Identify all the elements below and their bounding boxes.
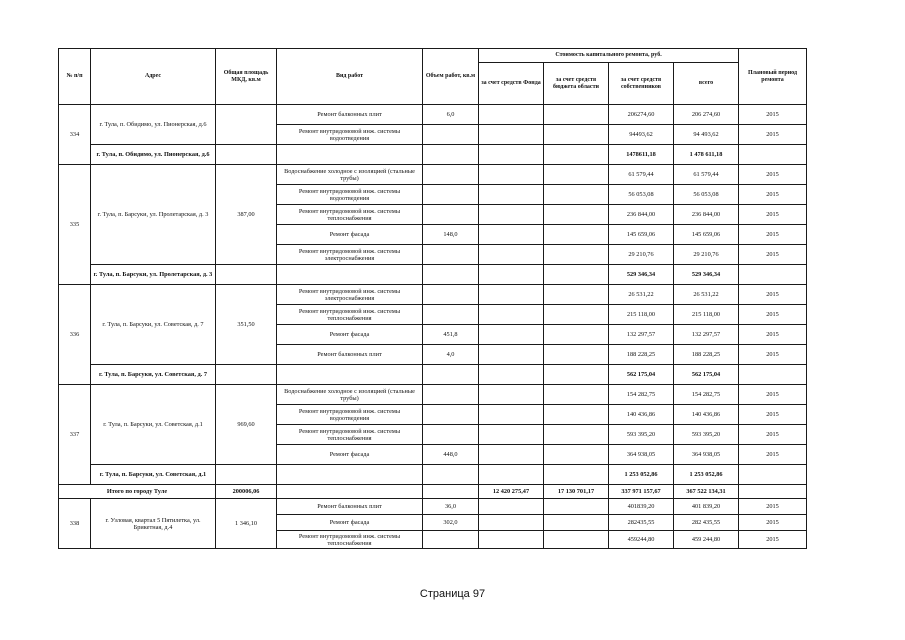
repair-period: 2015 [739,499,807,515]
work-type: Ремонт внутридомовой инж. системы теплоснабжения [277,425,423,445]
subtotal-work [277,265,423,285]
repair-period: 2015 [739,185,807,205]
work-type: Ремонт внутридомовой инж. системы теплоснабжения [277,305,423,325]
repair-period: 2015 [739,425,807,445]
cost-fund [479,445,544,465]
city-total-fund: 12 420 275,47 [479,485,544,499]
cost-fund [479,385,544,405]
city-total-row [59,485,807,499]
header-total: всего [674,63,739,105]
cost-budget [544,125,609,145]
subtotal-period [739,465,807,485]
repair-period: 2015 [739,285,807,305]
work-volume: 4,0 [423,345,479,365]
work-volume: 451,8 [423,325,479,345]
repair-period: 2015 [739,405,807,425]
city-total-budget: 17 130 701,17 [544,485,609,499]
work-volume: 6,0 [423,105,479,125]
cost-budget [544,385,609,405]
city-total-area: 200006,06 [216,485,277,499]
cost-owners: 132 297,57 [609,325,674,345]
repair-period: 2015 [739,305,807,325]
work-volume: 302,0 [423,515,479,531]
table-row [59,285,807,305]
repair-period: 2015 [739,125,807,145]
cost-total: 61 579,44 [674,165,739,185]
cost-fund [479,515,544,531]
work-volume [423,165,479,185]
row-address: г. Узловая, квартал 5 Пятилетка, ул. Брикетная, д.4 [91,499,216,549]
cost-fund [479,225,544,245]
cost-total: 154 282,75 [674,385,739,405]
repair-period: 2015 [739,245,807,265]
subtotal-total: 1 478 611,18 [674,145,739,165]
cost-fund [479,285,544,305]
subtotal-row [59,145,807,165]
cost-fund [479,305,544,325]
repair-period: 2015 [739,515,807,531]
table-row [59,385,807,405]
row-area: 387,00 [216,165,277,265]
cost-budget [544,245,609,265]
cost-total: 29 210,76 [674,245,739,265]
subtotal-budget [544,365,609,385]
cost-fund [479,325,544,345]
subtotal-label: г. Тула, п. Барсуки, ул. Советская, д.1 [91,465,216,485]
subtotal-owners: 1478611,18 [609,145,674,165]
cost-fund [479,185,544,205]
cost-total: 94 493,62 [674,125,739,145]
table-row [59,165,807,185]
cost-fund [479,245,544,265]
cost-budget [544,325,609,345]
header-budget: за счет средств бюджета области [544,63,609,105]
header-period: Плановый период ремонта [739,49,807,105]
cost-owners: 56 053,08 [609,185,674,205]
subtotal-owners: 529 346,34 [609,265,674,285]
cost-total: 282 435,55 [674,515,739,531]
work-volume [423,185,479,205]
cost-owners: 215 118,00 [609,305,674,325]
row-number: 336 [59,285,91,385]
work-volume: 448,0 [423,445,479,465]
subtotal-work [277,365,423,385]
subtotal-fund [479,265,544,285]
cost-owners: 206274,60 [609,105,674,125]
work-volume [423,125,479,145]
repair-period: 2015 [739,165,807,185]
work-volume [423,205,479,225]
cost-fund [479,499,544,515]
subtotal-budget [544,465,609,485]
subtotal-area [216,265,277,285]
row-number: 335 [59,165,91,285]
table-row [59,105,807,125]
row-number: 338 [59,499,91,549]
city-total-owners: 337 971 157,67 [609,485,674,499]
cost-total: 215 118,00 [674,305,739,325]
work-type: Ремонт внутридомовой инж. системы теплоснабжения [277,205,423,225]
cost-owners: 236 844,00 [609,205,674,225]
cost-total: 236 844,00 [674,205,739,225]
cost-budget [544,105,609,125]
subtotal-volume [423,365,479,385]
work-type: Ремонт балконных плит [277,499,423,515]
work-volume: 36,0 [423,499,479,515]
subtotal-volume [423,465,479,485]
cost-total: 459 244,80 [674,531,739,549]
cost-budget [544,165,609,185]
cost-budget [544,531,609,549]
work-type: Ремонт фасада [277,515,423,531]
subtotal-total: 562 175,04 [674,365,739,385]
cost-owners: 401839,20 [609,499,674,515]
work-type: Ремонт внутридомовой инж. системы электроснабжения [277,245,423,265]
work-type: Ремонт фасада [277,225,423,245]
cost-fund [479,205,544,225]
cost-fund [479,125,544,145]
subtotal-owners: 562 175,04 [609,365,674,385]
repair-period: 2015 [739,105,807,125]
cost-budget [544,345,609,365]
cost-budget [544,445,609,465]
subtotal-label: г. Тула, п. Барсуки, ул. Советская, д. 7 [91,365,216,385]
cost-total: 401 839,20 [674,499,739,515]
city-total-period [739,485,807,499]
cost-owners: 593 395,20 [609,425,674,445]
work-volume: 148,0 [423,225,479,245]
cost-owners: 26 531,22 [609,285,674,305]
repair-period: 2015 [739,205,807,225]
subtotal-area [216,465,277,485]
work-volume [423,385,479,405]
subtotal-fund [479,365,544,385]
row-address: г. Тула, п. Барсуки, ул. Пролетарская, д. 3 [91,165,216,265]
work-type: Ремонт внутридомовой инж. системы водоотведения [277,125,423,145]
cost-owners: 145 659,06 [609,225,674,245]
repair-period: 2015 [739,445,807,465]
work-type: Ремонт фасада [277,445,423,465]
row-address: г. Тула, п. Обидимо, ул. Пионерская, д.6 [91,105,216,145]
subtotal-fund [479,465,544,485]
work-volume [423,531,479,549]
work-type: Ремонт внутридомовой инж. системы водоотведения [277,185,423,205]
work-volume [423,405,479,425]
header-address: Адрес [91,49,216,105]
repair-period: 2015 [739,345,807,365]
subtotal-total: 529 346,34 [674,265,739,285]
work-type: Водоснабжение холодное с изоляцией (стальные трубы) [277,385,423,405]
table-body [59,105,807,549]
cost-budget [544,405,609,425]
cost-budget [544,185,609,205]
cost-fund [479,405,544,425]
subtotal-total: 1 253 052,86 [674,465,739,485]
cost-budget [544,285,609,305]
header-volume: Объем работ, кв.м [423,49,479,105]
cost-total: 593 395,20 [674,425,739,445]
work-type: Водоснабжение холодное с изоляцией (стальные трубы) [277,165,423,185]
subtotal-area [216,365,277,385]
row-area: 1 346,10 [216,499,277,549]
cost-total: 206 274,60 [674,105,739,125]
cost-fund [479,425,544,445]
cost-fund [479,165,544,185]
work-type: Ремонт внутридомовой инж. системы теплоснабжения [277,531,423,549]
subtotal-area [216,145,277,165]
work-volume [423,245,479,265]
header-area: Общая площадь МКД, кв.м [216,49,277,105]
subtotal-owners: 1 253 052,86 [609,465,674,485]
subtotal-work [277,465,423,485]
row-area [216,105,277,145]
subtotal-period [739,145,807,165]
cost-owners: 154 282,75 [609,385,674,405]
subtotal-volume [423,265,479,285]
cost-budget [544,515,609,531]
cost-total: 145 659,06 [674,225,739,245]
work-type: Ремонт внутридомовой инж. системы электроснабжения [277,285,423,305]
subtotal-volume [423,145,479,165]
work-type: Ремонт фасада [277,325,423,345]
cost-total: 26 531,22 [674,285,739,305]
cost-owners: 282435,55 [609,515,674,531]
cost-total: 132 297,57 [674,325,739,345]
repair-period: 2015 [739,385,807,405]
cost-total: 364 938,05 [674,445,739,465]
row-address: г. Тула, п. Барсуки, ул. Советская, д. 7 [91,285,216,365]
work-volume [423,285,479,305]
work-volume [423,305,479,325]
cost-fund [479,105,544,125]
subtotal-label: г. Тула, п. Обидимо, ул. Пионерская, д.6 [91,145,216,165]
page-number: Страница 97 [419,588,486,600]
cost-total: 188 228,25 [674,345,739,365]
cost-fund [479,531,544,549]
subtotal-row [59,265,807,285]
cost-owners: 29 210,76 [609,245,674,265]
header-owners: за счет средств собственников [609,63,674,105]
work-volume [423,425,479,445]
cost-budget [544,499,609,515]
cost-budget [544,305,609,325]
subtotal-fund [479,145,544,165]
subtotal-period [739,365,807,385]
cost-total: 140 436,86 [674,405,739,425]
subtotal-row [59,365,807,385]
row-number: 334 [59,105,91,165]
work-type: Ремонт балконных плит [277,345,423,365]
city-total-label: Итого по городу Туле [59,485,216,499]
subtotal-period [739,265,807,285]
cost-owners: 94493,62 [609,125,674,145]
header-cost-group: Стоимость капитального ремонта, руб. [479,49,739,63]
cost-owners: 140 436,86 [609,405,674,425]
city-total-work [277,485,423,499]
city-total-total: 367 522 134,31 [674,485,739,499]
cost-owners: 364 938,05 [609,445,674,465]
cost-budget [544,205,609,225]
cost-owners: 459244,80 [609,531,674,549]
cost-owners: 188 228,25 [609,345,674,365]
city-total-volume [423,485,479,499]
subtotal-budget [544,145,609,165]
subtotal-budget [544,265,609,285]
subtotal-work [277,145,423,165]
cost-total: 56 053,08 [674,185,739,205]
row-address: г. Тула, п. Барсуки, ул. Советская, д.1 [91,385,216,465]
repair-period: 2015 [739,325,807,345]
table-row [59,499,807,515]
work-type: Ремонт балконных плит [277,105,423,125]
row-area: 969,60 [216,385,277,465]
header-fund: за счет средств Фонда [479,63,544,105]
repair-period: 2015 [739,225,807,245]
subtotal-row [59,465,807,485]
header-num: № п/п [59,49,91,105]
cost-budget [544,225,609,245]
cost-budget [544,425,609,445]
work-type: Ремонт внутридомовой инж. системы водоотведения [277,405,423,425]
repair-period: 2015 [739,531,807,549]
header-work: Вид работ [277,49,423,105]
subtotal-label: г. Тула, п. Барсуки, ул. Пролетарская, д. 3 [91,265,216,285]
cost-owners: 61 579,44 [609,165,674,185]
cost-fund [479,345,544,365]
row-area: 351,50 [216,285,277,365]
row-number: 337 [59,385,91,485]
capital-repair-table [58,48,807,549]
